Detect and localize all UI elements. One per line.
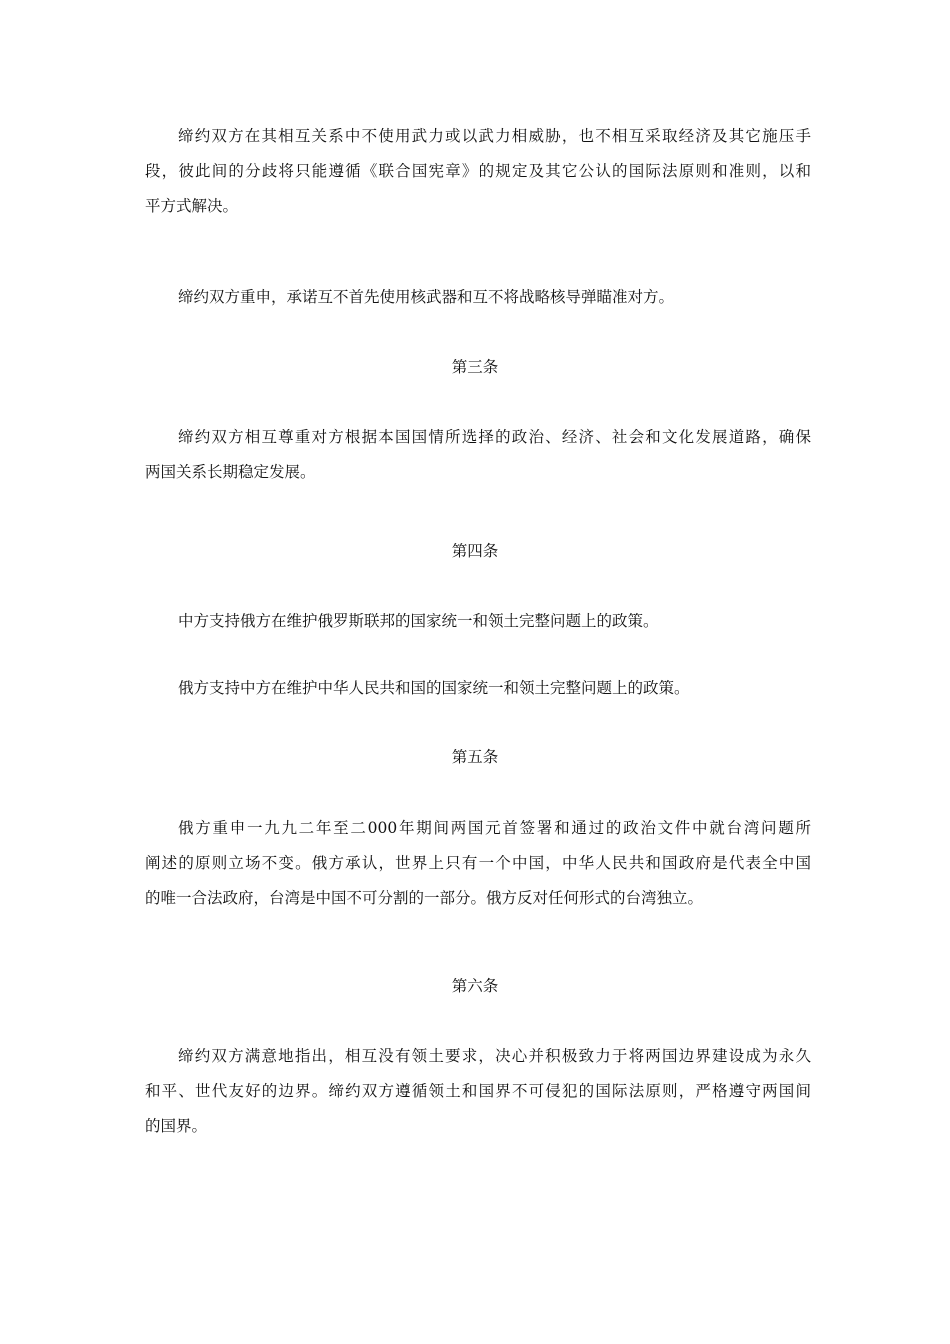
paragraph-line: 平方式解决。 bbox=[145, 197, 239, 215]
paragraph-line: 缔约双方重申，承诺互不首先使用核武器和互不将战略核导弹瞄准对方。 bbox=[178, 288, 675, 306]
paragraph-line: 俄方重申一九九二年至二000年期间两国元首签署和通过的政治文件中就台湾问题所 bbox=[178, 819, 811, 837]
paragraph-border bbox=[145, 1039, 811, 1144]
article-heading-4: 第四条 bbox=[451, 542, 499, 560]
article-heading-6: 第六条 bbox=[451, 977, 499, 995]
paragraph-line: 的国界。 bbox=[145, 1117, 208, 1135]
paragraph-line: 俄方支持中方在维护中华人民共和国的国家统一和领土完整问题上的政策。 bbox=[178, 679, 690, 697]
paragraph-non-use-of-force bbox=[145, 119, 811, 224]
paragraph-taiwan-position bbox=[145, 811, 811, 916]
paragraph-nuclear-no-first-use bbox=[145, 280, 811, 315]
paragraph-line: 中方支持俄方在维护俄罗斯联邦的国家统一和领土完整问题上的政策。 bbox=[178, 612, 659, 630]
paragraph-line: 缔约双方满意地指出，相互没有领土要求，决心并积极致力于将两国边界建设成为永久 bbox=[178, 1047, 811, 1065]
paragraph-development-path bbox=[145, 420, 811, 490]
paragraph-line: 段，彼此间的分歧将只能遵循《联合国宪章》的规定及其它公认的国际法原则和准则，以和 bbox=[145, 162, 811, 180]
paragraph-line: 缔约双方相互尊重对方根据本国国情所选择的政治、经济、社会和文化发展道路，确保 bbox=[178, 428, 811, 446]
paragraph-line: 和平、世代友好的边界。缔约双方遵循领土和国界不可侵犯的国际法原则，严格遵守两国间 bbox=[145, 1082, 811, 1100]
paragraph-line: 的唯一合法政府，台湾是中国不可分割的一部分。俄方反对任何形式的台湾独立。 bbox=[145, 889, 704, 907]
paragraph-line: 两国关系长期稳定发展。 bbox=[145, 463, 316, 481]
paragraph-russia-supports-china bbox=[145, 671, 811, 706]
article-heading-5: 第五条 bbox=[451, 748, 499, 766]
paragraph-china-supports-russia bbox=[145, 604, 811, 639]
paragraph-line: 缔约双方在其相互关系中不使用武力或以武力相威胁，也不相互采取经济及其它施压手 bbox=[178, 127, 811, 145]
article-heading-3: 第三条 bbox=[451, 358, 499, 376]
paragraph-line: 阐述的原则立场不变。俄方承认，世界上只有一个中国，中华人民共和国政府是代表全中国 bbox=[145, 854, 811, 872]
